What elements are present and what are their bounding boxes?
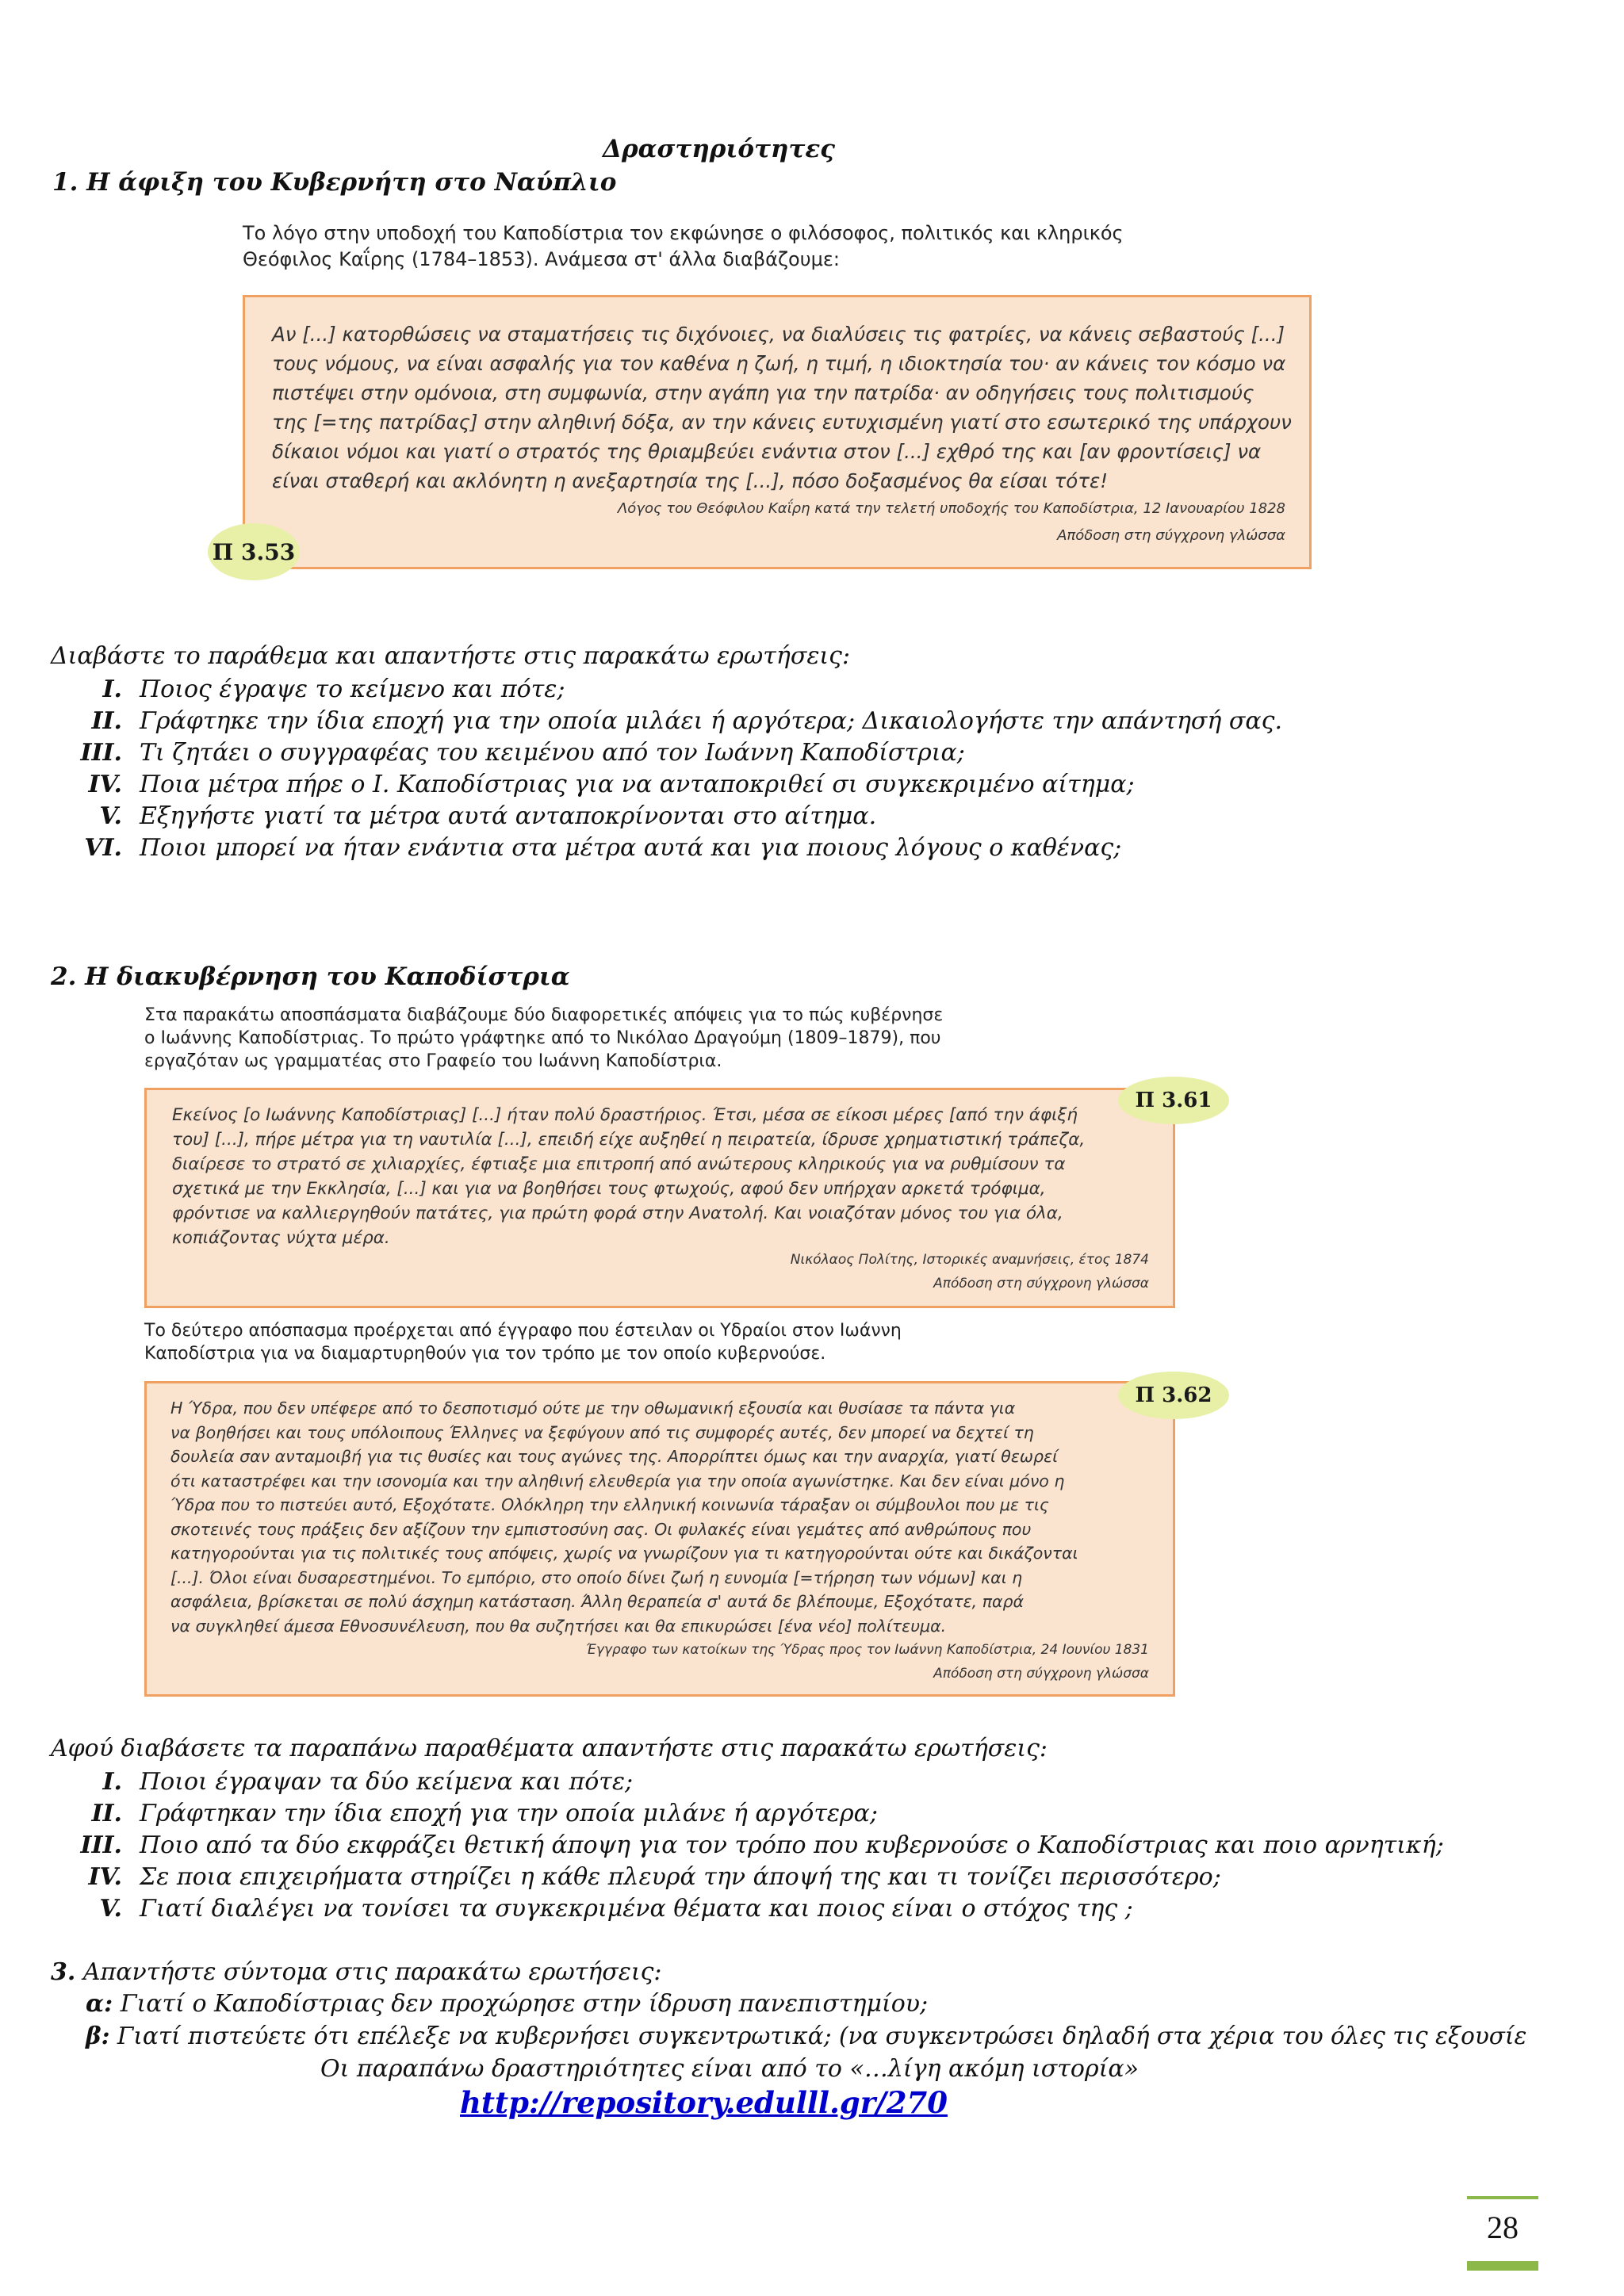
- quote-line: της [=της πατρίδας] στην αληθινή δόξα, αν την κάνεις ευτυχισμένη γιατί στο εσωτερικό της υπάρχουν: [272, 411, 1292, 434]
- question-item: II. Γράφτηκε την ίδια εποχή για την οποία μιλάει ή αργότερα; Δικαιολογήστε την απάντησή σας.: [91, 707, 1282, 735]
- quote-rendering-note: Απόδοση στη σύγχρονη γλώσσα: [933, 1276, 1149, 1292]
- quote-box-3-61: [144, 1088, 1175, 1308]
- section-1-heading: 1. Η άφιξη του Κυβερνήτη στο Ναύπλιο: [52, 168, 617, 197]
- quote-line: Εκείνος [ο Ιωάννης Καποδίστριας] [...] ήταν πολύ δραστήριος. Έτσι, μέσα σε είκοσι μέρες [από την άφιξή: [172, 1105, 1078, 1125]
- quote-line: Ύδρα που το πιστεύει αυτό, Εξοχότατε. Ολόκληρη την ελληνική κοινωνία τάραξαν οι σύμβουλοι που με τις: [170, 1495, 1049, 1514]
- question-item: II. Γράφτηκαν την ίδια εποχή για την οποία μιλάνε ή αργότερα;: [91, 1800, 879, 1827]
- question-item: III. Ποιο από τα δύο εκφράζει θετική άποψη για τον τρόπο που κυβερνούσε ο Καποδίστριας και ποιο αρνητική;: [80, 1831, 1444, 1859]
- section-3-prompt: 3. Απαντήστε σύντομα στις παρακάτω ερωτήσεις:: [51, 1958, 662, 1986]
- question-item: I. Ποιοι έγραψαν τα δύο κείμενα και πότε;: [102, 1768, 634, 1796]
- quote-source: Νικόλαος Πολίτης, Ιστορικές αναμνήσεις, έτος 1874: [790, 1252, 1149, 1268]
- quote-line: Αν [...] κατορθώσεις να σταματήσεις τις διχόνοιες, να διαλύσεις τις φατρίες, να κάνεις σεβαστούς [...]: [272, 323, 1285, 346]
- quote-line: κατηγορούνται για τις πολιτικές τους απόψεις, χωρίς να γνωρίζουν για τι κατηγορούνται ούτε και δικάζονται: [170, 1544, 1078, 1563]
- quote-line: είναι σταθερή και ακλόνητη η ανεξαρτησία της [...], πόσο δοξασμένος θα είσαι τότε!: [272, 469, 1109, 492]
- quote-line: Η Ύδρα, που δεν υπέφερε από το δεσποτισμό ούτε με την οθωμανική εξουσία και θυσίασε τα πάντα για: [170, 1399, 1016, 1418]
- intro-line: Θεόφιλος Καΐρης (1784–1853). Ανάμεσα στ' άλλα διαβάζουμε:: [243, 248, 840, 270]
- question-item: V. Εξηγήστε γιατί τα μέτρα αυτά ανταποκρίνονται στο αίτημα.: [99, 802, 877, 830]
- quote-text: [272, 320, 1292, 496]
- question-item: IV. Σε ποια επιχειρήματα στηρίζει η κάθε πλευρά την άποψή της και τι τονίζει περισσότερο;: [88, 1863, 1221, 1891]
- question-item: IV. Ποια μέτρα πήρε ο Ι. Καποδίστριας για να ανταποκριθεί σι συγκεκριμένο αίτημα;: [88, 771, 1135, 798]
- quote-source: Λόγος του Θεόφιλου Καΐρη κατά την τελετή υποδοχής του Καποδίστρια, 12 Ιανουαρίου 1828: [617, 500, 1285, 517]
- section-2-heading: 2. Η διακυβέρνηση του Καποδίστρια: [51, 962, 570, 991]
- section-1-intro: [243, 220, 1124, 273]
- badge-3-53: Π 3.53: [208, 523, 300, 580]
- quote-line: δουλεία σαν ανταμοιβή για τις θυσίες και τους αγώνες της. Απορρίπτει όμως και την αναρχία, γιατί θεωρεί: [170, 1447, 1059, 1466]
- section-3-question-a: α: Γιατί ο Καποδίστριας δεν προχώρησε στην ίδρυση πανεπιστημίου;: [86, 1990, 929, 2018]
- quote-line: [...]. Όλοι είναι δυσαρεστημένοι. Το εμπόριο, στο οποίο δίνει ζωή η ευνομία [=τήρηση των νόμων] και η: [170, 1567, 1023, 1587]
- quote-box-3-53: [243, 295, 1312, 569]
- quote-line: σκοτεινές τους πράξεις δεν αξίζουν την εμπιστοσύνη σας. Οι φυλακές είναι γεμάτες από ανθρώπους που: [170, 1519, 1032, 1539]
- intro-line: Το λόγο στην υποδοχή του Καποδίστρια τον εκφώνησε ο φιλόσοφος, πολιτικός και κληρικός: [243, 222, 1124, 244]
- intro-line: Στα παρακάτω αποσπάσματα διαβάζουμε δύο διαφορετικές απόψεις για το πώς κυβέρνησε: [144, 1005, 944, 1025]
- footer-note: Οι παραπάνω δραστηριότητες είναι από το «…λίγη ακόμη ιστορία»: [320, 2055, 1139, 2083]
- badge-3-62: Π 3.62: [1118, 1372, 1229, 1419]
- section-3-question-b: β: Γιατί πιστεύετε ότι επέλεξε να κυβερνήσει συγκεντρωτικά; (να συγκεντρώσει δηλαδή στα χέρια του όλες τις εξουσίε: [86, 2022, 1527, 2049]
- quote-source: Έγγραφο των κατοίκων της Ύδρας προς τον Ιωάννη Καποδίστρια, 24 Ιουνίου 1831: [585, 1642, 1149, 1658]
- quote-line: τους νόμους, να είναι ασφαλής για τον καθένα η ζωή, η τιμή, η ιδιοκτησία του· αν κάνεις τον κόσμο να: [272, 352, 1286, 375]
- question-a-label: α:: [86, 1990, 113, 2018]
- quote-line: φρόντισε να καλλιεργηθούν πατάτες, για πρώτη φορά στην Ανατολή. Και νοιαζόταν μόνος του για όλα,: [172, 1203, 1063, 1223]
- repository-link[interactable]: http://repository.edulll.gr/270: [460, 2085, 948, 2120]
- intro-line: εργαζόταν ως γραμματέας στο Γραφείο του Ιωάννη Καποδίστρια.: [144, 1051, 722, 1071]
- question-item: V. Γιατί διαλέγει να τονίσει τα συγκεκριμένα θέματα και ποιος είναι ο στόχος της ;: [99, 1895, 1133, 1923]
- quote-text: [170, 1396, 1078, 1638]
- quote-line: του] [...], πήρε μέτρα για τη ναυτιλία [...], επειδή είχε αυξηθεί η πειρατεία, ίδρυσε χρηματιστική τράπεζα,: [172, 1130, 1086, 1150]
- quote-text: [172, 1103, 1085, 1250]
- quote-line: σχετικά με την Εκκλησία, [...] και για να βοηθήσει τους φτωχούς, αφού δεν υπήρχαν αρκετά τρόφιμα,: [172, 1179, 1046, 1199]
- quote-line: διαίρεσε το στρατό σε χιλιαρχίες, έφτιαξε μια επιτροπή από ανώτερους κληρικούς για να ρυθμίσουν τα: [172, 1154, 1066, 1174]
- quote-line: να βοηθήσει και τους υπόλοιπους Έλληνες να ξεφύγουν από τις συμφορές αυτές, δεν μπορεί να δεχτεί τη: [170, 1422, 1034, 1442]
- intro-line: ο Ιωάννης Καποδίστριας. Το πρώτο γράφτηκε από το Νικόλαο Δραγούμη (1809–1879), που: [144, 1028, 941, 1048]
- quote-line: να συγκληθεί άμεσα Εθνοσυνέλευση, που θα συζητήσει και θα επικυρώσει [ένα νέο] πολίτευμα.: [170, 1616, 947, 1636]
- intro-line: Καποδίστρια για να διαμαρτυρηθούν για τον τρόπο με τον οποίο κυβερνούσε.: [144, 1344, 826, 1364]
- quote-box-3-62: [144, 1381, 1175, 1697]
- section-2-prompt: Αφού διαβάσετε τα παραπάνω παραθέματα απαντήστε στις παρακάτω ερωτήσεις:: [51, 1735, 1048, 1762]
- quote-line: ασφάλεια, βρίσκεται σε πολύ άσχημη κατάσταση. Άλλη θεραπεία σ' αυτά δε βλέπουμε, Εξοχότατε, παρά: [170, 1592, 1025, 1611]
- question-item: I. Ποιος έγραψε το κείμενο και πότε;: [102, 675, 565, 703]
- section-3-number: 3.: [51, 1958, 76, 1986]
- section-1-questions: [51, 674, 1282, 864]
- page-title: Δραστηριότητες: [603, 135, 836, 163]
- section-2-intro-2: [144, 1319, 902, 1365]
- badge-3-61: Π 3.61: [1118, 1077, 1229, 1124]
- question-item: VI. Ποιοι μπορεί να ήταν ενάντια στα μέτρα αυτά και για ποιους λόγους ο καθένας;: [84, 834, 1122, 862]
- quote-line: ότι καταστρέφει και την ισονομία και την αληθινή ελευθερία για την οποία αγωνίστηκε. Και δεν είναι μόνο η: [170, 1471, 1065, 1490]
- section-1-prompt: Διαβάστε το παράθεμα και απαντήστε στις παρακάτω ερωτήσεις:: [51, 642, 851, 670]
- quote-line: δίκαιοι νόμοι και γιατί ο στρατός της θριαμβεύει ενάντια στον [...] εχθρό της και [αν φροντίσεις] να: [272, 440, 1262, 463]
- quote-line: πιστέψει στην ομόνοια, στη συμφωνία, στην αγάπη για την πατρίδα· αν οδηγήσεις τους πολιτισμούς: [272, 381, 1254, 404]
- question-item: III. Τι ζητάει ο συγγραφέας του κειμένου από τον Ιωάννη Καποδίστρια;: [80, 739, 965, 767]
- section-2-intro: [144, 1004, 943, 1073]
- quote-rendering-note: Απόδοση στη σύγχρονη γλώσσα: [933, 1666, 1149, 1682]
- section-2-questions: [51, 1766, 1444, 1925]
- quote-rendering-note: Απόδοση στη σύγχρονη γλώσσα: [1057, 527, 1285, 544]
- question-b-label: β:: [86, 2022, 110, 2049]
- intro-line: Το δεύτερο απόσπασμα προέρχεται από έγγραφο που έστειλαν οι Υδραίοι στον Ιωάννη: [144, 1321, 902, 1341]
- page-number: 28: [1467, 2196, 1538, 2271]
- quote-line: κοπιάζοντας νύχτα μέρα.: [172, 1228, 390, 1248]
